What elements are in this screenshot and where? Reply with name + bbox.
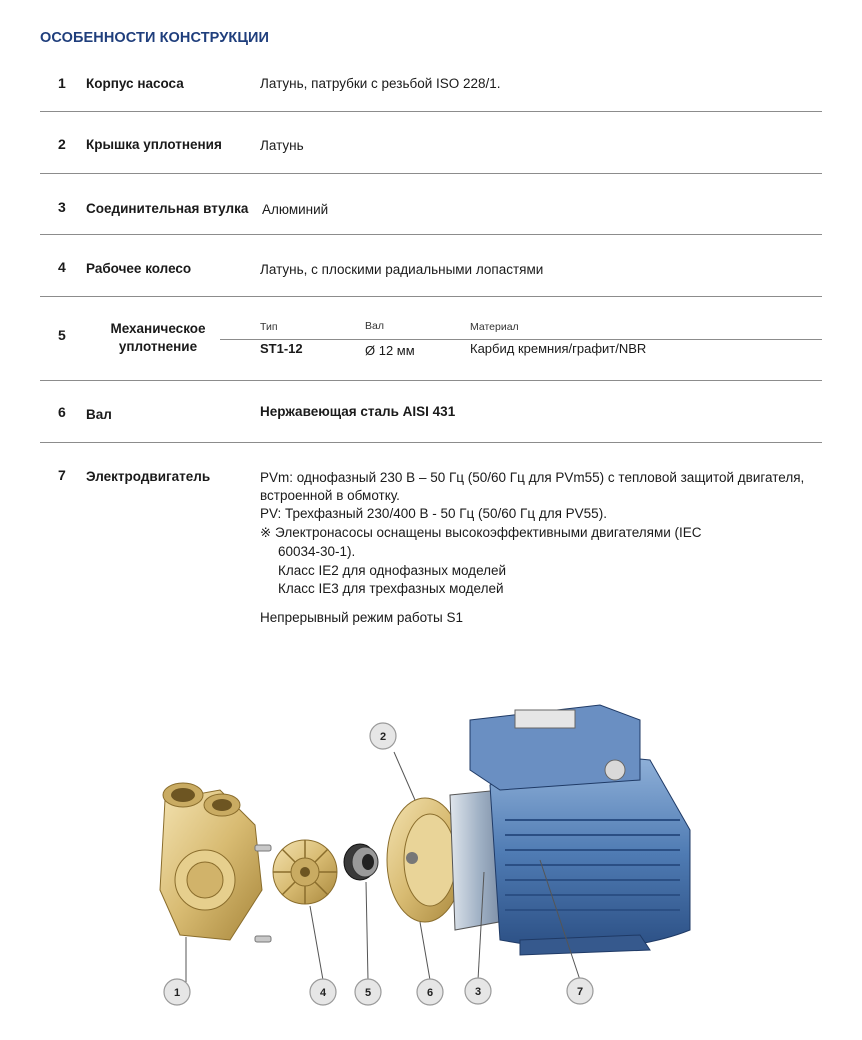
spec-row-shaft <box>40 404 822 424</box>
svg-text:2: 2 <box>379 731 387 743</box>
row-name: Соединительная втулка <box>86 201 249 216</box>
motor-part <box>470 705 690 955</box>
divider <box>40 380 822 381</box>
callout-7 <box>567 978 593 1004</box>
seal-type-value: ST1-12 <box>260 341 303 356</box>
svg-text:3: 3 <box>474 986 482 998</box>
row-number: 1 <box>58 75 66 91</box>
motor-duty-line: Непрерывный режим работы S1 <box>260 610 463 625</box>
divider <box>40 442 822 443</box>
svg-text:6: 6 <box>426 987 434 999</box>
callout-2 <box>370 723 396 749</box>
section-title: ОСОБЕННОСТИ КОНСТРУКЦИИ <box>40 30 270 46</box>
exploded-pump-illustration <box>0 650 862 1040</box>
divider <box>40 296 822 297</box>
pump-body-part <box>160 783 271 942</box>
spec-row-impeller <box>40 259 822 279</box>
seal-header-shaft: Вал <box>365 320 384 332</box>
callout-6 <box>417 979 443 1005</box>
row-number: 5 <box>58 327 66 343</box>
callout-4 <box>310 979 336 1005</box>
seal-header-material: Материал <box>470 321 519 333</box>
row-name-line: Механическое <box>110 321 206 336</box>
row-name: Вал <box>86 407 112 422</box>
callout-5 <box>355 979 381 1005</box>
motor-note-line: 60034-30-1). <box>278 544 356 559</box>
row-name: Рабочее колесо <box>86 261 192 276</box>
spec-row-coupling-sleeve <box>40 199 822 219</box>
callout-3 <box>465 978 491 1004</box>
row-number: 2 <box>58 136 66 152</box>
row-number: 4 <box>58 259 66 275</box>
callout-1 <box>164 979 190 1005</box>
motor-desc-line: PV: Трехфазный 230/400 В - 50 Гц (50/60 Гц для PV55). <box>260 506 607 521</box>
row-number: 7 <box>58 467 66 483</box>
row-value: Латунь, патрубки с резьбой ISO 228/1. <box>260 76 501 91</box>
row-name: Крышка уплотнения <box>86 137 222 152</box>
row-value: Латунь <box>260 138 304 153</box>
row-name: Корпус насоса <box>86 76 184 91</box>
divider <box>40 173 822 174</box>
motor-note-line: Класс IE2 для однофазных моделей <box>278 563 507 578</box>
row-name: Электродвигатель <box>86 469 211 484</box>
motor-desc-line: встроенной в обмотку. <box>260 488 400 503</box>
row-value: Нержавеющая сталь AISI 431 <box>260 404 456 419</box>
seal-shaft-value: Ø 12 мм <box>365 343 415 358</box>
svg-text:5: 5 <box>364 987 372 999</box>
divider <box>40 234 822 235</box>
mechanical-seal-part <box>344 844 378 880</box>
motor-desc-line: PVm: однофазный 230 В – 50 Гц (50/60 Гц для PVm55) с тепловой защитой двигателя, <box>260 470 805 485</box>
motor-note-line: ※ Электронасосы оснащены высокоэффективными двигателями (IEC <box>260 525 702 540</box>
motor-note-line: Класс IE3 для трехфазных моделей <box>278 581 504 596</box>
row-number: 3 <box>58 199 66 215</box>
svg-text:4: 4 <box>319 987 327 999</box>
row-value: Латунь, с плоскими радиальными лопастями <box>260 262 544 277</box>
seal-material-value: Карбид кремния/графит/NBR <box>470 341 647 356</box>
row-number: 6 <box>58 404 66 420</box>
divider <box>40 111 822 112</box>
spec-row-pump-body <box>40 75 822 95</box>
row-value: Алюминий <box>262 202 329 217</box>
svg-text:1: 1 <box>173 987 181 999</box>
impeller-part <box>273 840 337 904</box>
row-name-line: уплотнение <box>118 339 198 354</box>
seal-header-type: Тип <box>260 321 278 333</box>
svg-text:7: 7 <box>576 986 584 998</box>
row-name <box>76 320 240 356</box>
spec-row-seal-cover <box>40 136 822 156</box>
seal-header-divider <box>220 339 822 340</box>
